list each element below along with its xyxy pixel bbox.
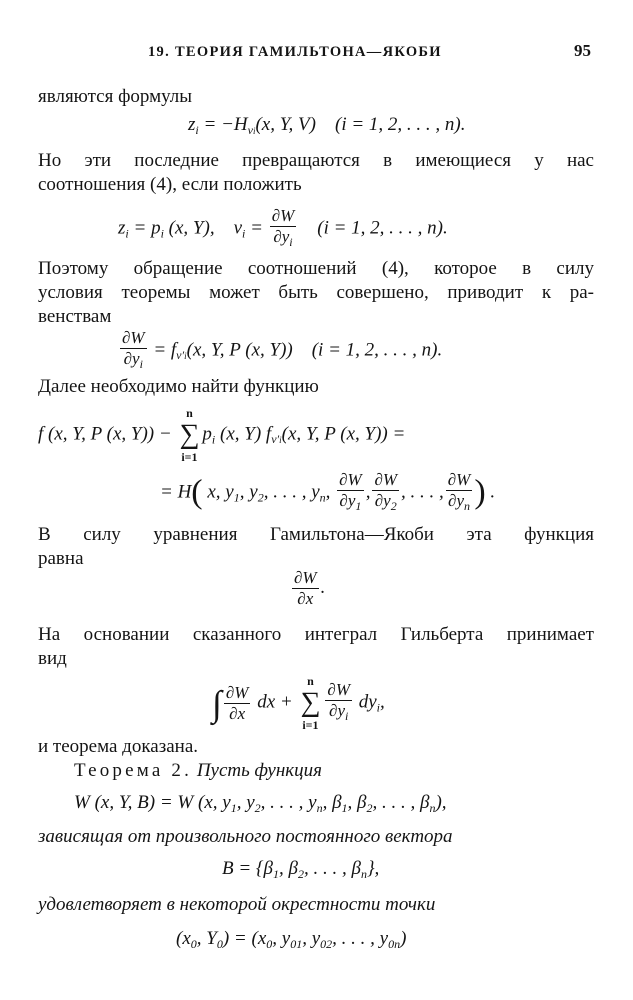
equation-9: ($x_0$, $Y_0) = (x_0$, $y_{01}$, $y_{02}$, . . . , $y_{0n}$)	[176, 928, 407, 951]
equation-8: $B = \{\beta_1$, $\beta_2$, . . . , $\beta_n$},	[222, 858, 380, 881]
fraction: $\frac{\partial W}{\partial y_2}$	[372, 470, 399, 516]
equation-7: W (x, Y, B) = W (x, $y_1$, $y_2$, . . . , $y_n$, $\beta_1$, $\beta_2$, . . . , $\beta_n$),	[74, 792, 447, 815]
equation-4-line-1: f (x, Y, P (x, Y)) − n ∑ i=1 $p_i$ (x, Y) $f_{v'i}(x$, Y, P (x, Y)) =	[38, 406, 406, 464]
page-number: 95	[574, 41, 591, 60]
paragraph-line: являются формулы	[38, 86, 193, 107]
paragraph-line: соотношения (4), если положить	[38, 174, 302, 195]
summation: n ∑ i=1	[179, 406, 200, 464]
fraction: $\frac{\partial W}{\partial x}$	[294, 568, 317, 608]
theorem-text: зависящая от произвольного постоянного вектора	[38, 826, 453, 847]
fraction: $\frac{\partial W}{\partial y_i}$	[120, 328, 147, 374]
equation-5: $\frac{\partial W}{\partial x}$ .	[294, 568, 326, 608]
equation-3: $\frac{\partial W}{\partial y_i}$ = $f_{v'i}(x$, Y, P (x, Y)) (i = 1, 2, . . . , n).	[118, 328, 442, 374]
fraction: $\frac{\partial W}{\partial y_i}$	[270, 206, 297, 252]
summation: n ∑ i=1	[300, 674, 321, 732]
paragraph-line: На основании сказанного интеграл Гильберта принимает	[38, 624, 594, 645]
theorem-text: удовлетворяет в некоторой окрестности точки	[38, 894, 436, 915]
fraction: $\frac{\partial W}{\partial y_i}$	[325, 680, 352, 726]
paragraph-line: Но эти последние превращаются в имеющиеся у нас	[38, 150, 594, 171]
theorem-label: Теорема 2.	[74, 760, 193, 781]
paragraph-line: В силу уравнения Гамильтона—Якоби эта функция	[38, 524, 594, 545]
equation-4-line-2: = H( x, $y_1$, $y_2$, . . . , $y_n$, $\frac{\partial W}{\partial y_1}$ , $\frac{\partial W}{\partial y_2}$ , . . . , $\frac{\partial W}{\partial y_n}$ ) .	[160, 470, 495, 516]
paragraph-line: венствам	[38, 306, 112, 327]
equation-6: ∫ $\frac{\partial W}{\partial x}$ dx + n ∑ i=1 $\frac{\partial W}{\partial y_i}$ $dy_i$,	[212, 674, 385, 732]
equation-1: $z_i = -H_{vi}(x$, Y, V) (i = 1, 2, . . . , n).	[188, 114, 466, 137]
paragraph-line: условия теоремы может быть совершено, приводит к ра-	[38, 282, 594, 303]
theorem-text: Пусть функция	[196, 760, 322, 781]
paragraph-line: и теорема доказана.	[38, 736, 198, 757]
paragraph-line: Поэтому обращение соотношений (4), которое в силу	[38, 258, 594, 279]
running-header: 19. ТЕОРИЯ ГАМИЛЬТОНА—ЯКОБИ	[148, 44, 442, 60]
fraction: $\frac{\partial W}{\partial y_n}$	[446, 470, 473, 516]
fraction: $\frac{\partial W}{\partial x}$	[225, 682, 249, 723]
theorem-heading	[74, 760, 322, 782]
paragraph-line: вид	[38, 648, 67, 669]
paragraph-line: равна	[38, 548, 84, 569]
paragraph-line: Далее необходимо найти функцию	[38, 376, 319, 397]
equation-2: $z_i = p_i$ (x, Y), $v_i$ = $\frac{\partial W}{\partial y_i}$ (i = 1, 2, . . . , n).	[118, 206, 448, 252]
fraction: $\frac{\partial W}{\partial y_1}$	[337, 470, 364, 516]
